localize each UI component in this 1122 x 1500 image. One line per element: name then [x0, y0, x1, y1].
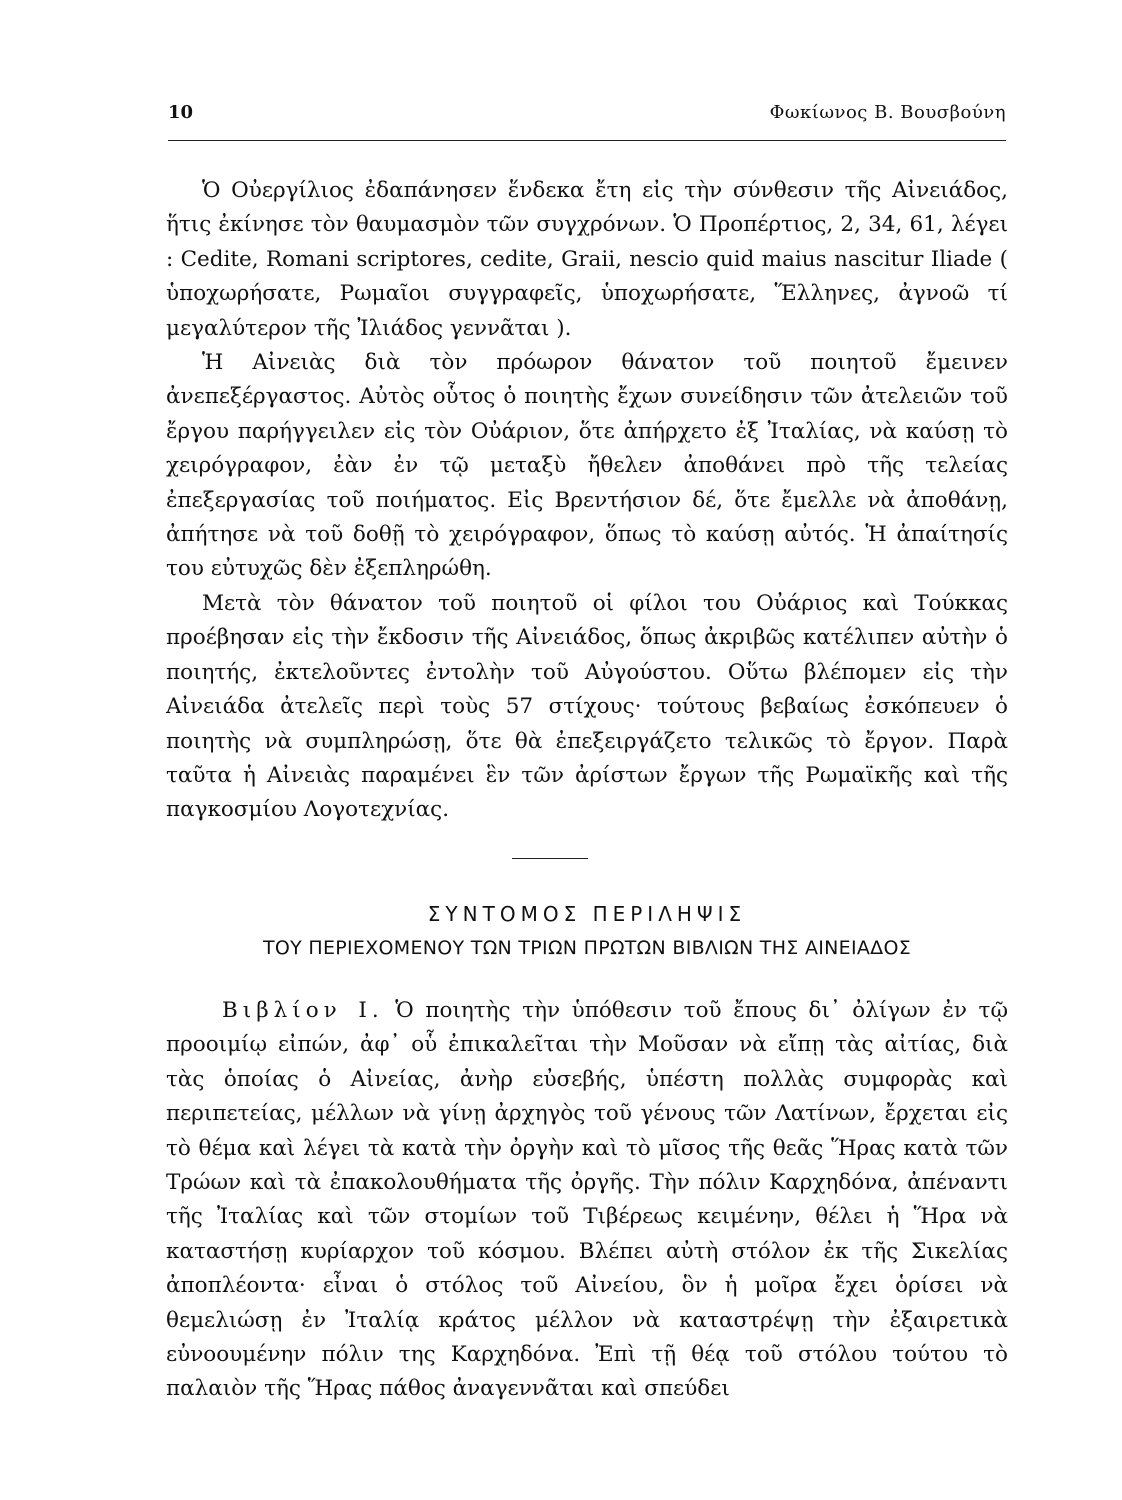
paragraph: Μετὰ τὸν θάνατον τοῦ ποιητοῦ οἱ φίλοι του Οὐάριος καὶ Τούκκας προέβησαν εἰς τὴν ἔκδοσιν τῆς Αἰνειάδος, ὅπως ἀκριβῶς κατέλιπεν αὐτὴν ὁ ποιητής, ἐκτελοῦντες ἐντολὴν τοῦ Αὐγούστου. Οὕτω βλέπομεν εἰς τὴν Αἰνειάδα ἀτελεῖς περὶ τοὺς 57 στίχους· τούτους βεβαίως ἐσκόπευεν ὁ ποιητὴς νὰ συμπληρώσῃ, ὅτε θὰ ἐπεξειργάζετο τελικῶς τὸ ἔργον. Παρὰ ταῦτα ἡ Αἰνειὰς παραμένει ἓν τῶν ἀρίστων ἔργων τῆς Ρωμαϊκῆς καὶ τῆς παγκοσμίου Λογοτεχνίας. — [166, 590, 1008, 823]
summary-title: ΣΥΝΤΟΜΟΣ ΠΕΡΙΛΗΨΙΣ — [427, 902, 747, 926]
body-text — [166, 174, 1008, 828]
page-number: 10 — [168, 102, 194, 123]
summary-heading — [168, 898, 1006, 964]
paragraph: Ἡ Αἰνειὰς διὰ τὸν πρόωρον θάνατον τοῦ ποιητοῦ ἔμεινεν ἀνεπεξέργαστος. Αὐτὸς οὗτος ὁ ποιητὴς ἔχων συνείδησιν τῶν ἀτελειῶν τοῦ ἔργου παρήγγειλεν εἰς τὸν Οὐάριον, ὅτε ἀπήρχετο ἐξ Ἰταλίας, νὰ καύσῃ τὸ χειρόγραφον, ἐὰν ἐν τῷ μεταξὺ ἤθελεν ἀποθάνει πρὸ τῆς τελείας ἐπεξεργασίας τοῦ ποιήματος. Εἰς Βρεντήσιον δέ, ὅτε ἔμελλε νὰ ἀποθάνῃ, ἀπήτησε νὰ τοῦ δοθῇ τὸ χειρόγραφον, ὅπως τὸ καύσῃ αὐτός. Ἡ ἀπαίτησίς του εὐτυχῶς δὲν ἐξεπληρώθη. — [166, 350, 1008, 582]
summary-text — [166, 994, 1008, 1407]
running-title: Φωκίωνος Β. Βουσβούνη — [769, 102, 1006, 123]
paragraph: Ὁ Οὐεργίλιος ἐδαπάνησεν ἕνδεκα ἔτη εἰς τὴν σύνθεσιν τῆς Αἰνειάδος, ἥτις ἐκίνησε τὸν θαυμασμὸν τῶν συγχρόνων. Ὁ Προπέρτιος, 2, 34, 61, λέγει : Cedite, Romani scriptores, cedite, Graii, nescio quid maius nascitur Iliade ( ὑποχωρήσατε, Ρωμαῖοι συγγραφεῖς, ὑποχωρήσατε, Ἕλληνες, ἀγνοῶ τί μεγαλύτερον τῆς Ἰλιάδος γεννᾶται ). — [166, 178, 1008, 341]
summary-subtitle: ΤΟΥ ΠΕΡΙΕΧΟΜΕΝΟΥ ΤΩΝ ΤΡΙΩΝ ΠΡΩΤΩΝ ΒΙΒΛΙΩΝ ΤΗΣ ΑΙΝΕΙΑΔΟΣ — [262, 937, 912, 959]
book-label: Βιβλίον Ι. — [222, 998, 384, 1023]
book-text: Ὁ ποιητὴς τὴν ὑπόθεσιν τοῦ ἔπους δι᾽ ὀλίγων ἐν τῷ προοιμίῳ εἰπών, ἀφ᾽ οὗ ἐπικαλεῖται τὴν Μοῦσαν νὰ εἴπῃ τὰς αἰτίας, διὰ τὰς ὁποίας ὁ Αἰνείας, ἀνὴρ εὐσεβής, ὑπέστη πολλὰς συμφορὰς καὶ περιπετείας, μέλλων νὰ γίνῃ ἀρχηγὸς τοῦ γένους τῶν Λατίνων, ἔρχεται εἰς τὸ θέμα καὶ λέγει τὰ κατὰ τὴν ὀργὴν καὶ τὸ μῖσος τῆς θεᾶς Ἥρας κατὰ τῶν Τρώων καὶ τὰ ἐπακολουθήματα τῆς ὀργῆς. Τὴν πόλιν Καρχηδόνα, ἀπέναντι τῆς Ἰταλίας καὶ τῶν στομίων τοῦ Τιβέρεως κειμένην, θέλει ἡ Ἥρα νὰ καταστήσῃ κυρίαρχον τοῦ κόσμου. Βλέπει αὐτὴ στόλον ἐκ τῆς Σικελίας ἀποπλέοντα· εἶναι ὁ στόλος τοῦ Αἰνείου, ὃν ἡ μοῖρα ἔχει ὁρίσει νὰ θεμελιώσῃ ἐν Ἰταλίᾳ κράτος μέλλον νὰ καταστρέψῃ τὴν ἐξαιρετικὰ εὐνοουμένην πόλιν της Καρχηδόνα. Ἐπὶ τῇ θέᾳ τοῦ στόλου τούτου τὸ παλαιὸν τῆς Ἥρας πάθος ἀναγεννᾶται καὶ σπεύδει — [166, 998, 1008, 1402]
section-divider — [512, 858, 588, 859]
page-header — [168, 102, 1006, 141]
summary-paragraph — [166, 994, 1008, 1407]
